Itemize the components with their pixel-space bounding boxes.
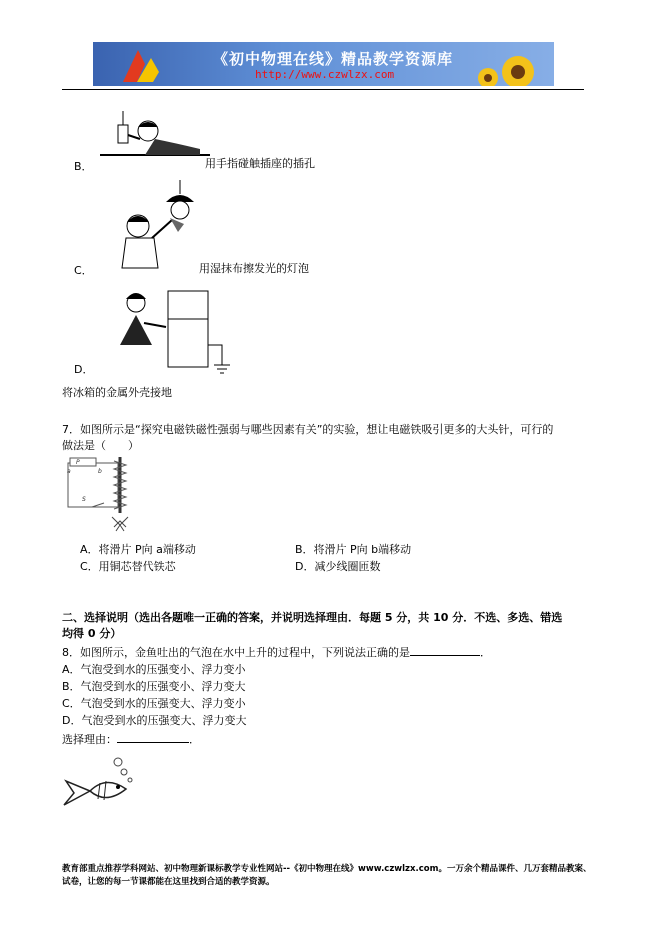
circuit-wire — [68, 463, 118, 507]
q7-stem-line1: 7．如图所示是“探究电磁铁磁性强弱与哪些因素有关”的实验，想让电磁铁吸引更多的大头针，可行的 — [62, 423, 554, 436]
label-b: b — [98, 468, 102, 475]
q6-option-d-text: 将冰箱的金属外壳接地 — [62, 386, 172, 399]
fish-body — [90, 782, 126, 797]
q8-stem: 8．如图所示，金鱼吐出的气泡在水中上升的过程中，下列说法正确的是 — [62, 646, 410, 659]
bubble-icon — [128, 778, 132, 782]
q8-stem-line: 8．如图所示，金鱼吐出的气泡在水中上升的过程中，下列说法正确的是 ． — [62, 646, 491, 659]
label-s: S — [82, 496, 86, 503]
q6-option-b-text: 用手指碰触插座的插孔 — [205, 157, 315, 170]
q7-option-b: B．将滑片 P向 b端移动 — [295, 543, 412, 556]
q7-option-c: C．用铜芯替代铁芯 — [80, 560, 176, 573]
q6-option-c-letter: C． — [74, 264, 93, 277]
header-divider — [62, 89, 584, 90]
goldfish-illustration — [60, 755, 140, 813]
q8-reason-label: 选择理由： — [62, 733, 117, 746]
rheostat-icon — [70, 458, 96, 466]
q6-option-c-text: 用湿抹布擦发光的灯泡 — [199, 262, 309, 275]
fridge-icon — [168, 291, 208, 367]
page-footer: 教育部重点推荐学科网站、初中物理新课标教学专业性网站--《初中物理在线》www.czwlzx.com。一万余个精品课件、几万套精品教案、试卷，让您的每一节课都能在这里找到合适的教学资源。 — [62, 864, 592, 887]
q8-option-b: B．气泡受到水的压强变小、浮力变大 — [62, 680, 246, 693]
socket-touch-illustration — [100, 103, 210, 165]
bulb-icon — [171, 201, 189, 219]
pins-icon — [112, 517, 128, 531]
cloth-icon — [170, 218, 184, 232]
q8-reason-line: 选择理由： ． — [62, 733, 200, 746]
q8-option-d: D．气泡受到水的压强变大、浮力变大 — [62, 714, 247, 727]
q8-option-c: C．气泡受到水的压强变大、浮力变小 — [62, 697, 246, 710]
q7-option-d: D．减少线圈匝数 — [295, 560, 381, 573]
q7-option-a: A．将滑片 P向 a端移动 — [80, 543, 196, 556]
fridge-grounding-illustration — [110, 285, 235, 377]
ground-wire — [208, 345, 222, 365]
banner-title: 《初中物理在线》精品教学资源库 — [213, 50, 454, 68]
wet-cloth-bulb-illustration — [108, 180, 200, 270]
section2-heading-line1: 二、选择说明（选出各题唯一正确的答案，并说明选择理由．每题 5 分，共 10 分．不选、多选、错选 — [62, 611, 563, 624]
q6-option-d-letter: D． — [74, 363, 94, 376]
bubble-icon — [121, 769, 127, 775]
q8-option-a: A．气泡受到水的压强变小、浮力变小 — [62, 663, 246, 676]
q7-stem-line2: 做法是（ ） — [62, 439, 139, 452]
electromagnet-circuit-diagram — [64, 455, 144, 535]
fish-eye — [116, 785, 120, 789]
child-dress — [120, 315, 152, 345]
switch-icon — [92, 503, 104, 507]
header-banner — [93, 42, 554, 86]
label-a: a — [67, 468, 71, 475]
q8-reason-blank[interactable] — [117, 742, 189, 743]
bubble-icon — [114, 758, 122, 766]
q6-option-b-letter: B． — [74, 160, 93, 173]
q8-answer-blank[interactable] — [410, 655, 480, 656]
section2-heading-line2: 均得 0 分） — [62, 627, 122, 640]
child-body — [145, 139, 200, 155]
fish-tail — [64, 781, 90, 805]
label-p: P — [76, 459, 80, 466]
banner-url[interactable]: http://www.czwlzx.com — [255, 68, 395, 81]
